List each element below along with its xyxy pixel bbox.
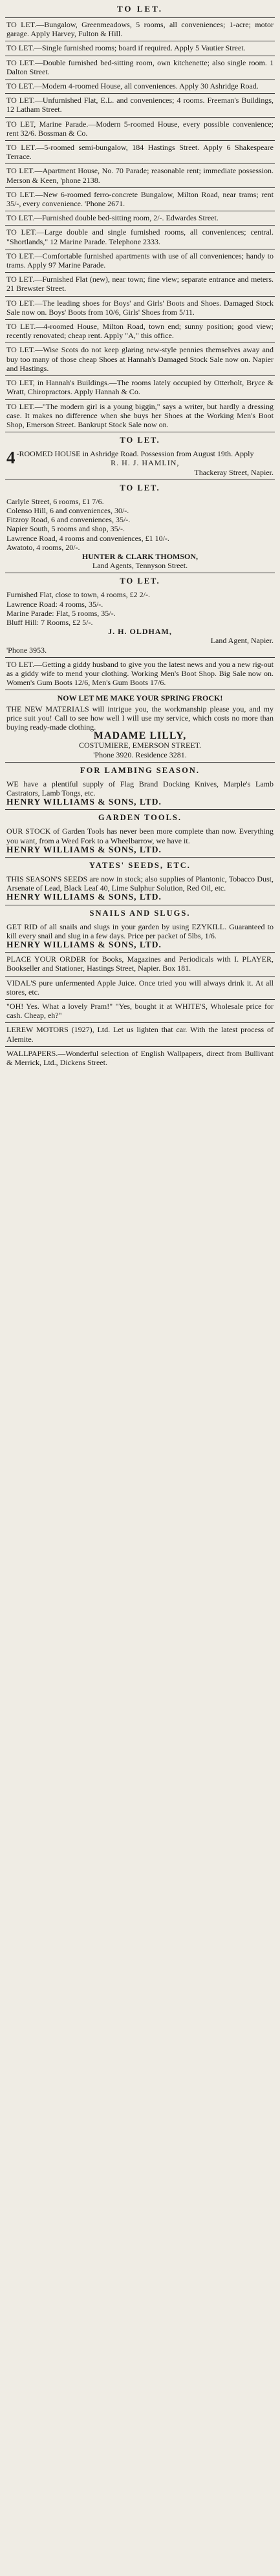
yates-ad [5,872,275,905]
classified-ad [5,211,275,226]
madame-lilly-ad [5,690,275,762]
house-ad-heading: TO LET. [120,436,160,445]
classified-ad [5,56,275,79]
vidal-ad [5,977,275,1000]
classified-ad-text: TO LET.—New 6-roomed ferro-concrete Bungalow, Milton Road, near trams; rent 35/-, every convenience. 'Phone 2671. [6,189,274,209]
classified-ad-text: TO LET.—Comfortable furnished apartments with use of all conveniences; handy to trams. Apply 97 Marine Parade. [6,251,274,270]
madame-ad-heading: NOW LET ME MAKE YOUR SPRING FROCK! [57,693,223,703]
giddy-ad [5,658,275,691]
vidal-ad-text: VIDAL'S pure unfermented Apple Juice. Once tried you will always drink it. At all stores, etc. [6,978,274,997]
hunter-ad-agent: HUNTER & CLARK THOMSON, [81,551,199,561]
listing-line: Awatoto, 4 rooms, 20/-. [6,542,80,552]
snails-heading: SNAILS AND SLUGS. [89,908,191,918]
oldham-ad-heading: TO LET. [120,576,160,586]
player-ad [5,953,275,976]
house-ad [5,447,275,480]
classified-ad-text: TO LET, in Hannah's Buildings.—The rooms lately occupied by Otterholt, Bryce & Wratt, Chiropractors. Apply Hannah & Co. [6,378,274,397]
oldham-ad-lines [6,590,274,627]
listing-line: Lawrence Road: 4 rooms, 35/-. [6,599,103,609]
classified-ad-text: TO LET.—Furnished double bed-sitting room, 2/-. Edwardes Street. [6,213,219,223]
giddy-ad-text: TO LET.—Getting a giddy husband to give you the latest news and you a new rig-out as a giddy wife to mend your clothing. Working Men's Boot Shop. Big Sale now on. Women's Gum Boots 12/6, Men's Gum Boots 17/6. [6,659,274,688]
yates-heading: YATES' SEEDS, ETC. [89,861,191,871]
classified-ad-text: TO LET.—Large double and single furnished rooms, all conveniences; central. "Shortlands," 12 Marine Parade. Telephone 2333. [6,227,274,246]
classified-ad [5,343,275,376]
lambing-ad [5,777,275,810]
listing-line: Colenso Hill, 6 and conveniences, 30/-. [6,505,129,515]
classified-ad-text: TO LET.—Modern 4-roomed House, all conveniences. Apply 30 Ashridge Road. [6,81,259,91]
to-let-heading: TO LET. [5,1,275,18]
hunter-ad [5,495,275,574]
classified-ad-text: TO LET.—Bungalow, Greenmeadows, 5 rooms, all conveniences; 1-acre; motor garage. Apply Harvey, Fulton & Hill. [6,20,274,39]
oldham-ad [5,588,275,657]
oldham-ad-address: Land Agent, Napier. [210,636,274,646]
classified-ad-text: TO LET.—The leading shoes for Boys' and Girls' Boots and Shoes. Damaged Stock Sale now on. Boys' Boots from 10/6, Girls' Shoes from 5/11. [6,298,274,317]
snails-ad-firm: HENRY WILLIAMS & SONS, LTD. [6,940,162,950]
classified-ad [5,249,275,273]
oldham-ad-phone: 'Phone 3953. [6,645,47,655]
listing-line: Marine Parade: Flat, 5 rooms, 35/-. [6,608,116,618]
madame-ad-text: THE NEW MATERIALS will intrigue you, the workmanship please you, and my price suit you! Call to see how well I will use my service, which costs no more than buying ready-made clothing. [6,704,274,732]
classified-ad [5,41,275,56]
classified-ad-text: TO LET.—5-roomed semi-bungalow, 184 Hastings Street. Apply 6 Shakespeare Terrace. [6,143,274,162]
listing-line: Carlyle Street, 6 rooms, £1 7/6. [6,496,104,506]
classified-ad [5,164,275,187]
classified-ad-text: TO LET.—Unfurnished Flat, E.L. and conveniences; 4 rooms. Freeman's Buildings, 12 Latham Street. [6,96,274,114]
classified-ad [5,79,275,94]
classified-ad [5,320,275,343]
oldham-ad-agent: J. H. OLDHAM, [108,627,172,637]
to-let-classifieds [5,18,275,432]
player-ad-text: PLACE YOUR ORDER for Books, Magazines and Periodicals with I. PLAYER, Bookseller and Stationer, Hastings Street, Napier. Box 181. [6,955,274,973]
classified-ad [5,376,275,399]
classified-ad-text: TO LET.—4-roomed House, Milton Road, town end; sunny position; good view; recently renovated; cheap rent. Apply "A," this office. [6,322,274,341]
lambing-ad-firm: HENRY WILLIAMS & SONS, LTD. [6,797,162,807]
snails-ad [5,920,275,953]
classified-ad [5,226,275,249]
listing-line: Napier South, 5 rooms and shop, 35/-. [6,524,125,534]
wallpapers-ad-text: WALLPAPERS.—Wonderful selection of English Wallpapers, direct from Bullivant & Merrick, Ltd., Dickens Street. [6,1048,274,1068]
lerew-ad-text: LEREW MOTORS (1927), Ltd. Let us lighten that car. With the latest process of Alemite. [6,1025,274,1044]
wallpapers-ad [5,1047,275,1070]
hunter-ad-heading: TO LET. [120,483,160,492]
madame-ad-address: COSTUMIERE, EMERSON STREET. [78,741,202,750]
classified-ad [5,18,275,41]
house-ad-text: -ROOMED HOUSE in Ashridge Road. Possession from August 19th. Apply [16,449,254,459]
hunter-ad-address: Land Agents, Tennyson Street. [92,561,188,571]
garden-ad-firm: HENRY WILLIAMS & SONS, LTD. [6,844,162,854]
lambing-heading: FOR LAMBING SEASON. [80,765,200,775]
classified-ad [5,297,275,320]
classified-ad-text: TO LET.—"The modern girl is a young biggin," says a writer, but hardly a dressing case. It makes no difference when she buys her Shoes at the Working Men's Boot Shop, Emerson Street. Bankrupt Stock Sale now on. [6,401,274,429]
pram-ad [5,1000,275,1023]
listing-line: Lawrence Road, 4 rooms and conveniences, £1 10/-. [6,533,169,543]
classified-ad-text: TO LET.—Apartment House, No. 70 Parade; reasonable rent; immediate possession. Merson & Keen, 'phone 2138. [6,166,274,185]
newspaper-page [5,0,275,1070]
madame-ad-name: MADAME LILLY, [93,730,187,742]
garden-ad-text: OUR STOCK of Garden Tools has never been more complete than now. Everything you want, from a Weed Fork to a Wheelbarrow, we have it. [6,827,274,845]
yates-ad-firm: HENRY WILLIAMS & SONS, LTD. [6,892,162,902]
classified-ad [5,188,275,211]
classified-ad-text: TO LET.—Furnished Flat (new), near town; fine view; separate entrance and meters. 21 Brewster Street. [6,275,274,293]
classified-ad-text: TO LET.—Single furnished rooms; board if required. Apply 5 Vautier Street. [6,43,246,53]
hunter-ad-lines [6,497,274,552]
lerew-ad [5,1023,275,1046]
madame-ad-phone: 'Phone 3920. Residence 3281. [93,750,187,759]
garden-ad [5,825,275,858]
lambing-ad-text: WE have a plentiful supply of Flag Brand Docking Knives, Marple's Lamb Castrators, Lamb Tongs, etc. [6,779,274,797]
classified-ad [5,118,275,141]
listing-line: Fitzroy Road, 6 and conveniences, 35/-. [6,515,131,525]
classified-ad [5,273,275,296]
yates-ad-text: THIS SEASON'S SEEDS are now in stock; also supplies of Plantonic, Tobacco Dust, Arsenate of Lead, Black Leaf 40, Lime Sulphur Solution, Red Oil, etc. [6,874,274,893]
classified-ad [5,141,275,164]
classified-ad [5,94,275,117]
house-ad-address: Thackeray Street, Napier. [194,467,274,477]
listing-line: Bluff Hill: 7 Rooms, £2 5/-. [6,617,93,627]
pram-ad-text: "OH! Yes. What a lovely Pram!" "Yes, bought it at WHITE'S, Wholesale price for cash. Cheap, eh?" [6,1002,274,1020]
classified-ad-text: TO LET.—Wise Scots do not keep glaring new-style pennies themselves away and buy too many of those cheap Shoes at Hannah's Damaged Stock Sale now on. Napier and Hastings. [6,345,274,373]
garden-heading: GARDEN TOOLS. [98,813,182,823]
classified-ad-text: TO LET, Marine Parade.—Modern 5-roomed House, every possible convenience; rent 32/6. Bossman & Co. [6,119,274,138]
snails-ad-text: GET RID of all snails and slugs in your garden by using EZYKILL. Guaranteed to kill every snail and slug in a few days. Price per packet of 5lbs, 1/6. [6,922,274,940]
house-ad-agent: R. H. J. HAMLIN, [111,458,180,468]
house-ad-lead: 4 [6,448,16,468]
classified-ad-text: TO LET.—Double furnished bed-sitting room, own kitchenette; also single room. 1 Dalton Street. [6,58,274,76]
classified-ad [5,400,275,433]
listing-line: Furnished Flat, close to town, 4 rooms, £2 2/-. [6,590,150,600]
